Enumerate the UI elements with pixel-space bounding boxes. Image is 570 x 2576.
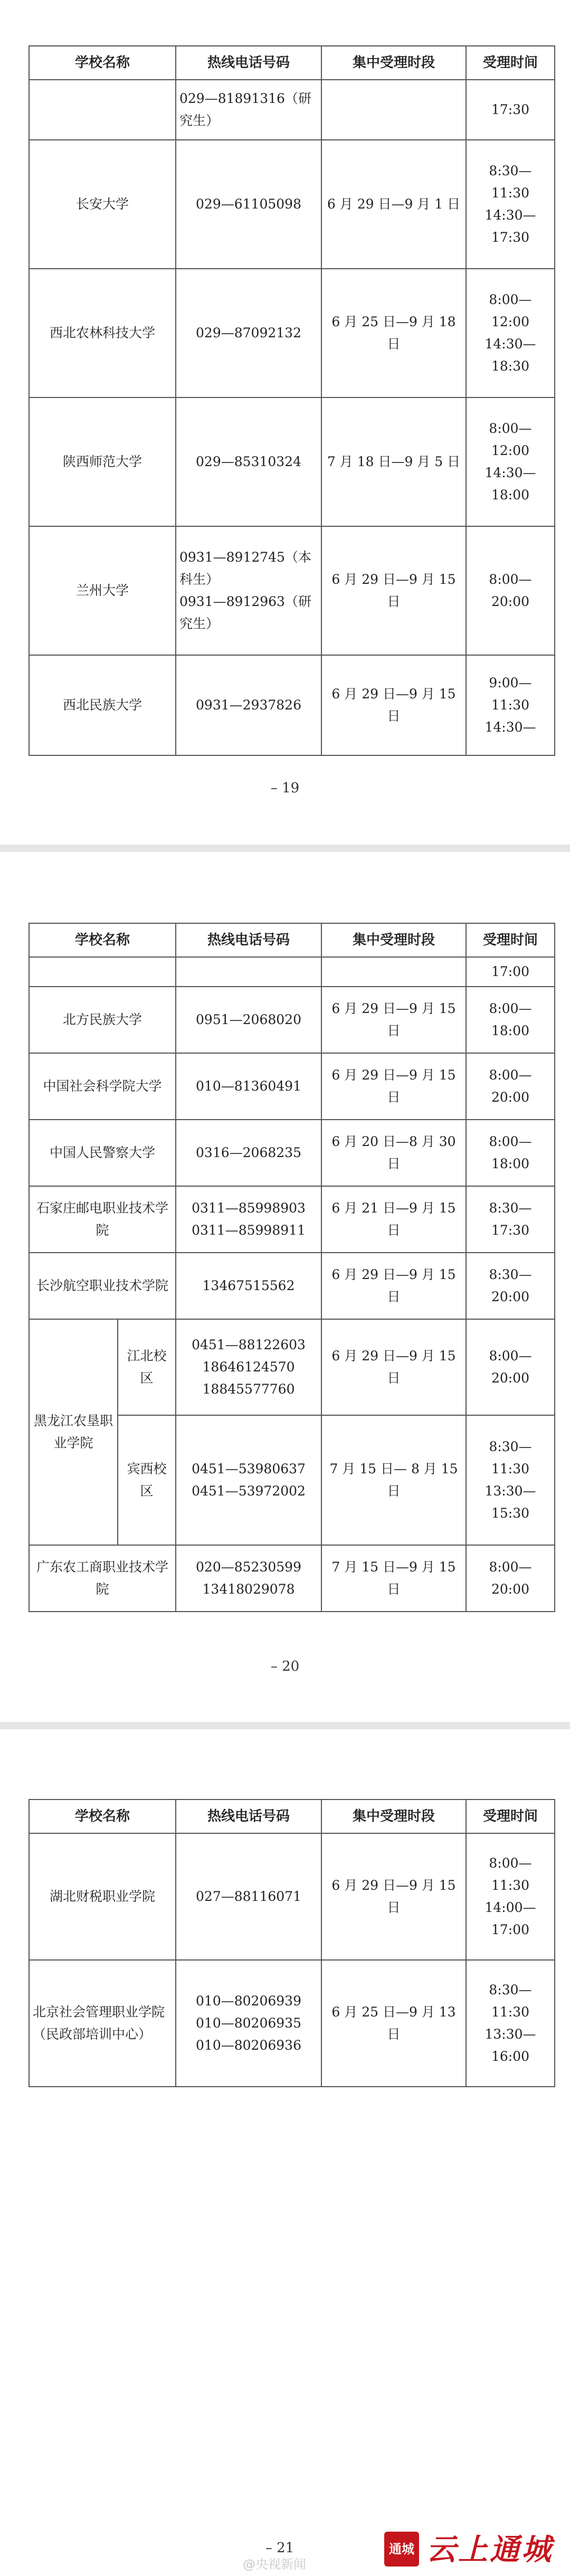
phone-cell bbox=[176, 526, 321, 655]
table-row bbox=[29, 987, 555, 1053]
phone-cell: 027—88116071 bbox=[176, 1833, 321, 1960]
hours-cell bbox=[466, 1186, 555, 1253]
hours-line: 8:30— bbox=[489, 1267, 532, 1282]
hours-line: 8:00— bbox=[489, 1001, 532, 1016]
hours-line: 16:00 bbox=[491, 2049, 530, 2064]
phone-line: 0311—85998911 bbox=[192, 1223, 306, 1238]
table-row bbox=[29, 397, 555, 526]
phone-cell bbox=[176, 957, 321, 987]
table-header-row bbox=[29, 923, 555, 957]
header-school: 学校名称 bbox=[29, 1800, 176, 1833]
hours-line: 20:00 bbox=[491, 1289, 530, 1304]
table-row bbox=[29, 1960, 555, 2087]
period-cell: 6 月 29 日—9 月 15 日 bbox=[321, 655, 466, 755]
phone-line: 0451—53980637 bbox=[192, 1461, 306, 1476]
hours-line: 20:00 bbox=[491, 1370, 530, 1386]
campus-cell: 宾西校区 bbox=[118, 1415, 176, 1545]
hours-cell bbox=[466, 1253, 555, 1319]
table-page-20 bbox=[28, 923, 555, 1612]
period-cell: 6 月 29 日—9 月 15 日 bbox=[321, 1253, 466, 1319]
phone-line: 0451—53972002 bbox=[192, 1483, 306, 1499]
hours-line: 8:30— bbox=[489, 1982, 532, 1997]
hours-cell: 17:00 bbox=[466, 957, 555, 987]
table-header-row bbox=[29, 46, 555, 80]
period-cell: 6 月 29 日—9 月 15 日 bbox=[321, 1053, 466, 1120]
table-row bbox=[29, 655, 555, 755]
period-cell: 7 月 18 日—9 月 5 日 bbox=[321, 397, 466, 526]
header-school: 学校名称 bbox=[29, 923, 176, 957]
table-row bbox=[29, 1120, 555, 1186]
phone-line: 0451—88122603 bbox=[192, 1337, 306, 1352]
hours-line: 8:00— bbox=[489, 1559, 532, 1575]
period-cell: 6 月 29 日—9 月 1 日 bbox=[321, 140, 466, 269]
hours-line: 11:30 bbox=[491, 1461, 530, 1476]
hours-line: 8:00— bbox=[489, 421, 532, 436]
hours-line: 14:30— bbox=[484, 719, 536, 735]
hours-cell bbox=[466, 1545, 555, 1612]
header-hours: 受理时间 bbox=[466, 46, 555, 80]
hours-line: 9:00— bbox=[489, 675, 532, 690]
phone-line: 010—80206935 bbox=[196, 2015, 301, 2031]
hours-line: 8:30— bbox=[489, 1439, 532, 1454]
phone-line: 13418029078 bbox=[202, 1581, 295, 1597]
phone-cell: 13467515562 bbox=[176, 1253, 321, 1319]
phone-cell: 010—81360491 bbox=[176, 1053, 321, 1120]
brand-name: 云上通城 bbox=[426, 2532, 553, 2567]
hours-line: 20:00 bbox=[491, 594, 530, 609]
school-cell: 北京社会管理职业学院（民政部培训中心） bbox=[29, 1960, 176, 2087]
school-cell: 西北民族大学 bbox=[29, 655, 176, 755]
header-hours: 受理时间 bbox=[466, 923, 555, 957]
period-cell: 7 月 15 日—9 月 15 日 bbox=[321, 1545, 466, 1612]
hours-line: 14:30— bbox=[484, 336, 536, 352]
hours-line: 13:30— bbox=[484, 2026, 536, 2042]
period-cell: 6 月 25 日—9 月 13 日 bbox=[321, 1960, 466, 2087]
hours-line: 8:30— bbox=[489, 1200, 532, 1216]
table-row bbox=[29, 1053, 555, 1120]
hours-cell bbox=[466, 987, 555, 1053]
period-cell: 6 月 29 日—9 月 15 日 bbox=[321, 1833, 466, 1960]
period-cell bbox=[321, 957, 466, 987]
period-cell: 6 月 25 日—9 月 18 日 bbox=[321, 269, 466, 397]
hours-cell bbox=[466, 269, 555, 397]
hours-line: 8:30— bbox=[489, 163, 532, 178]
hours-line: 12:00 bbox=[491, 314, 530, 329]
watermark-text: @央视新闻 bbox=[243, 2557, 306, 2572]
hours-line: 20:00 bbox=[491, 1090, 530, 1105]
table-row bbox=[29, 957, 555, 987]
table-row bbox=[29, 1545, 555, 1612]
hours-cell bbox=[466, 1415, 555, 1545]
period-cell bbox=[321, 80, 466, 140]
phone-line: 0931—8912745（本科生） bbox=[179, 550, 311, 587]
hours-cell bbox=[466, 526, 555, 655]
phone-cell: 0931—2937826 bbox=[176, 655, 321, 755]
hours-line: 11:30 bbox=[491, 1878, 530, 1893]
phone-cell bbox=[176, 1415, 321, 1545]
period-cell: 6 月 29 日—9 月 15 日 bbox=[321, 526, 466, 655]
hours-line: 8:00— bbox=[489, 1134, 532, 1149]
hours-line: 14:00— bbox=[484, 1900, 536, 1915]
phone-line: 0931—8912963（研究生） bbox=[179, 594, 311, 631]
table-row bbox=[29, 1253, 555, 1319]
hours-line: 11:30 bbox=[491, 2004, 530, 2020]
table-row bbox=[29, 80, 555, 140]
phone-cell: 0951—2068020 bbox=[176, 987, 321, 1053]
header-school: 学校名称 bbox=[29, 46, 176, 80]
school-cell: 石家庄邮电职业技术学院 bbox=[29, 1186, 176, 1253]
hours-line: 12:00 bbox=[491, 443, 530, 458]
hours-cell bbox=[466, 397, 555, 526]
hours-line: 11:30 bbox=[491, 697, 530, 713]
logo-seal-icon: 通城 bbox=[384, 2532, 419, 2566]
hours-line: 14:30— bbox=[484, 207, 536, 223]
period-cell: 6 月 29 日—9 月 15 日 bbox=[321, 987, 466, 1053]
hours-line: 8:00— bbox=[489, 292, 532, 307]
table-row bbox=[29, 1319, 555, 1415]
phone-cell bbox=[176, 1960, 321, 2087]
phone-line: 010—80206936 bbox=[196, 2038, 301, 2053]
phone-line: 010—80206939 bbox=[196, 1993, 301, 2009]
hours-cell bbox=[466, 1833, 555, 1960]
page-separator bbox=[0, 845, 570, 852]
hours-line: 8:00— bbox=[489, 1855, 532, 1871]
period-cell: 6 月 29 日—9 月 15 日 bbox=[321, 1319, 466, 1415]
school-cell: 长沙航空职业技术学院 bbox=[29, 1253, 176, 1319]
hours-line: 18:00 bbox=[491, 487, 530, 503]
hours-cell bbox=[466, 1053, 555, 1120]
phone-cell bbox=[176, 1545, 321, 1612]
phone-cell: 029—81891316（研究生） bbox=[176, 80, 321, 140]
hours-line: 18:00 bbox=[491, 1156, 530, 1171]
header-hotline: 热线电话号码 bbox=[176, 923, 321, 957]
hours-cell bbox=[466, 140, 555, 269]
table-row bbox=[29, 140, 555, 269]
hours-line: 18:30 bbox=[491, 358, 530, 374]
brand-logo bbox=[384, 2528, 564, 2571]
phone-cell: 029—61105098 bbox=[176, 140, 321, 269]
hours-line: 8:00— bbox=[489, 1348, 532, 1363]
school-cell: 长安大学 bbox=[29, 140, 176, 269]
school-cell: 黑龙江农垦职业学院 bbox=[29, 1319, 118, 1545]
hours-line: 17:30 bbox=[491, 230, 530, 245]
phone-line: 020—85230599 bbox=[196, 1559, 301, 1575]
school-cell: 西北农林科技大学 bbox=[29, 269, 176, 397]
school-cell: 湖北财税职业学院 bbox=[29, 1833, 176, 1960]
header-hours: 受理时间 bbox=[466, 1800, 555, 1833]
header-hotline: 热线电话号码 bbox=[176, 1800, 321, 1833]
school-cell: 中国社会科学院大学 bbox=[29, 1053, 176, 1120]
campus-cell: 江北校区 bbox=[118, 1319, 176, 1415]
period-cell: 7 月 15 日— 8 月 15 日 bbox=[321, 1415, 466, 1545]
hours-line: 20:00 bbox=[491, 1581, 530, 1597]
phone-line: 18646124570 bbox=[202, 1359, 295, 1375]
table-page-19 bbox=[28, 45, 555, 756]
table-row bbox=[29, 1186, 555, 1253]
school-cell: 兰州大学 bbox=[29, 526, 176, 655]
page-number: – 21 bbox=[265, 2540, 294, 2556]
phone-cell: 029—85310324 bbox=[176, 397, 321, 526]
hours-line: 8:00— bbox=[489, 572, 532, 587]
phone-line: 0311—85998903 bbox=[192, 1200, 306, 1216]
school-cell: 广东农工商职业技术学院 bbox=[29, 1545, 176, 1612]
phone-cell: 0316—2068235 bbox=[176, 1120, 321, 1186]
header-period: 集中受理时段 bbox=[321, 46, 466, 80]
table-header-row bbox=[29, 1800, 555, 1833]
hours-line: 17:30 bbox=[491, 1223, 530, 1238]
phone-cell: 029—87092132 bbox=[176, 269, 321, 397]
page-separator bbox=[0, 1722, 570, 1729]
hours-cell: 17:30 bbox=[466, 80, 555, 140]
header-hotline: 热线电话号码 bbox=[176, 46, 321, 80]
period-cell: 6 月 20 日—8 月 30 日 bbox=[321, 1120, 466, 1186]
hours-line: 14:30— bbox=[484, 465, 536, 480]
hours-line: 15:30 bbox=[491, 1505, 530, 1521]
school-cell: 北方民族大学 bbox=[29, 987, 176, 1053]
hours-line: 13:30— bbox=[484, 1483, 536, 1499]
page-number: – 19 bbox=[270, 780, 300, 796]
page-number: – 20 bbox=[270, 1659, 300, 1674]
school-cell: 陕西师范大学 bbox=[29, 397, 176, 526]
table-page-21 bbox=[28, 1799, 555, 2087]
hours-line: 18:00 bbox=[491, 1023, 530, 1038]
school-cell: 中国人民警察大学 bbox=[29, 1120, 176, 1186]
hours-line: 11:30 bbox=[491, 185, 530, 201]
school-cell bbox=[29, 80, 176, 140]
phone-cell bbox=[176, 1319, 321, 1415]
hours-cell bbox=[466, 1120, 555, 1186]
hours-cell bbox=[466, 655, 555, 755]
phone-line: 18845577760 bbox=[202, 1381, 295, 1397]
header-period: 集中受理时段 bbox=[321, 1800, 466, 1833]
table-row bbox=[29, 1833, 555, 1960]
school-cell bbox=[29, 957, 176, 987]
hours-line: 8:00— bbox=[489, 1067, 532, 1083]
hours-cell bbox=[466, 1960, 555, 2087]
table-row bbox=[29, 269, 555, 397]
phone-cell bbox=[176, 1186, 321, 1253]
table-row bbox=[29, 526, 555, 655]
hours-line: 17:00 bbox=[491, 1922, 530, 1937]
header-period: 集中受理时段 bbox=[321, 923, 466, 957]
period-cell: 6 月 21 日—9 月 15 日 bbox=[321, 1186, 466, 1253]
hours-cell bbox=[466, 1319, 555, 1415]
